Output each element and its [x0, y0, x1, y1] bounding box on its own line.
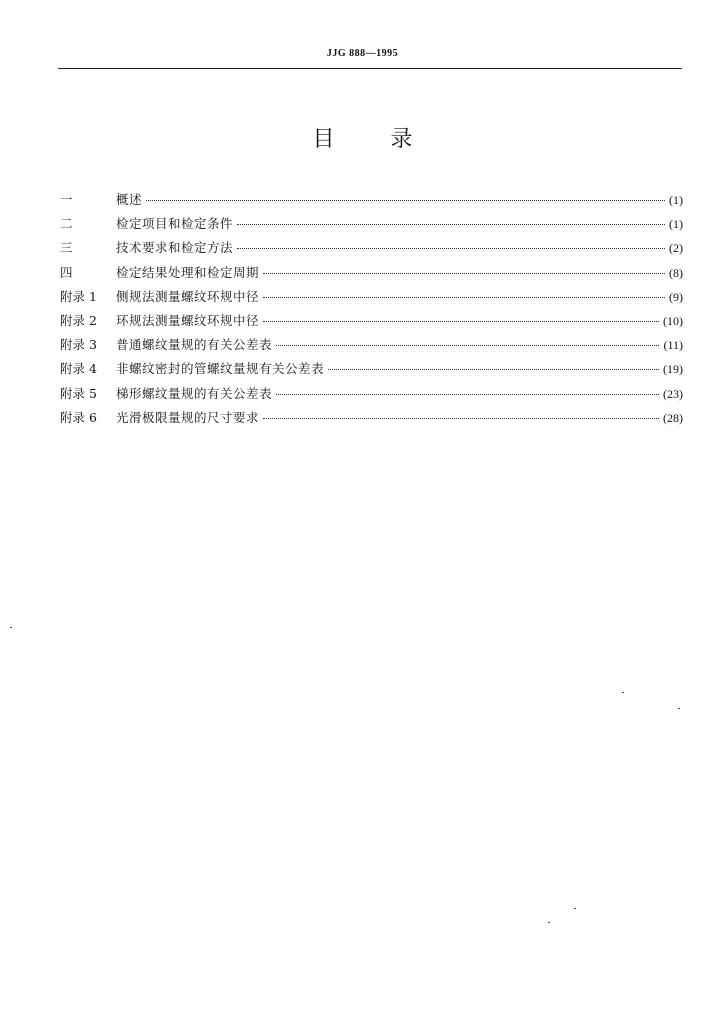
- toc-entry-title: 概述: [116, 192, 143, 207]
- toc-entry-number: 四: [60, 264, 73, 280]
- toc-entry-number: 附录 6: [60, 409, 97, 425]
- toc-entry-page: (1): [669, 217, 683, 232]
- scan-speck: [678, 708, 680, 709]
- toc-entry-number: 三: [60, 240, 73, 256]
- toc-entry-page: (9): [669, 289, 683, 304]
- toc-dot-leader: [263, 321, 659, 322]
- toc-entry[interactable]: [60, 359, 683, 383]
- toc-entry[interactable]: [60, 287, 683, 311]
- toc-entry-title: 侧规法测量螺纹环规中径: [116, 288, 260, 304]
- title-char-1: 目: [312, 127, 335, 152]
- scan-speck: [622, 692, 624, 693]
- toc-entry-number: 附录 4: [60, 361, 97, 377]
- toc-dot-leader: [328, 369, 659, 370]
- toc-entry-page: (11): [663, 338, 683, 353]
- toc-entry-title: 环规法测量螺纹环规中径: [116, 312, 260, 328]
- toc-dot-leader: [263, 297, 665, 298]
- toc-entry-title: 普通螺纹量规的有关公差表: [116, 337, 273, 353]
- toc-dot-leader: [263, 273, 665, 274]
- scan-speck: [574, 908, 576, 909]
- toc-entry[interactable]: [60, 263, 683, 287]
- toc-entry-title: 检定项目和检定条件: [116, 216, 234, 232]
- page-title: [0, 122, 725, 153]
- toc-dot-leader: [263, 418, 659, 419]
- toc-entry[interactable]: [60, 238, 683, 262]
- title-char-2: 录: [390, 127, 413, 152]
- toc-entry-page: (8): [669, 265, 683, 280]
- toc-entry-number: 二: [60, 216, 73, 232]
- toc-dot-leader: [237, 224, 665, 225]
- toc-dot-leader: [146, 200, 665, 201]
- toc-dot-leader: [237, 248, 665, 249]
- toc-dot-leader: [276, 394, 659, 395]
- toc-entry-title: 非螺纹密封的管螺纹量规有关公差表: [116, 361, 325, 377]
- scan-speck: [10, 627, 12, 628]
- toc-dot-leader: [276, 345, 659, 346]
- toc-entry-number: 附录 5: [60, 385, 97, 401]
- toc-entry-title: 技术要求和检定方法: [116, 240, 234, 256]
- toc-entry-page: (28): [663, 410, 683, 425]
- table-of-contents: [60, 190, 683, 432]
- toc-entry[interactable]: [60, 214, 683, 238]
- header-rule: [58, 68, 682, 69]
- toc-entry-number: 附录 1: [60, 288, 97, 304]
- toc-entry-title: 梯形螺纹量规的有关公差表: [116, 385, 273, 401]
- toc-entry-number: 附录 3: [60, 337, 97, 353]
- toc-entry-title: 光滑极限量规的尺寸要求: [116, 409, 260, 425]
- toc-entry-page: (19): [663, 362, 683, 377]
- toc-entry-page: (2): [669, 241, 683, 256]
- toc-entry-number: 一: [60, 192, 73, 207]
- toc-entry[interactable]: [60, 335, 683, 359]
- toc-entry-page: (1): [669, 193, 683, 207]
- toc-entry[interactable]: [60, 384, 683, 408]
- toc-entry[interactable]: [60, 408, 683, 432]
- toc-entry-number: 附录 2: [60, 312, 97, 328]
- toc-entry[interactable]: [60, 190, 683, 214]
- running-header: JJG 888—1995: [326, 48, 399, 59]
- toc-entry[interactable]: [60, 311, 683, 335]
- toc-entry-title: 检定结果处理和检定周期: [116, 264, 260, 280]
- scan-speck: [548, 922, 550, 923]
- toc-entry-page: (23): [663, 386, 683, 401]
- toc-entry-page: (10): [663, 313, 683, 328]
